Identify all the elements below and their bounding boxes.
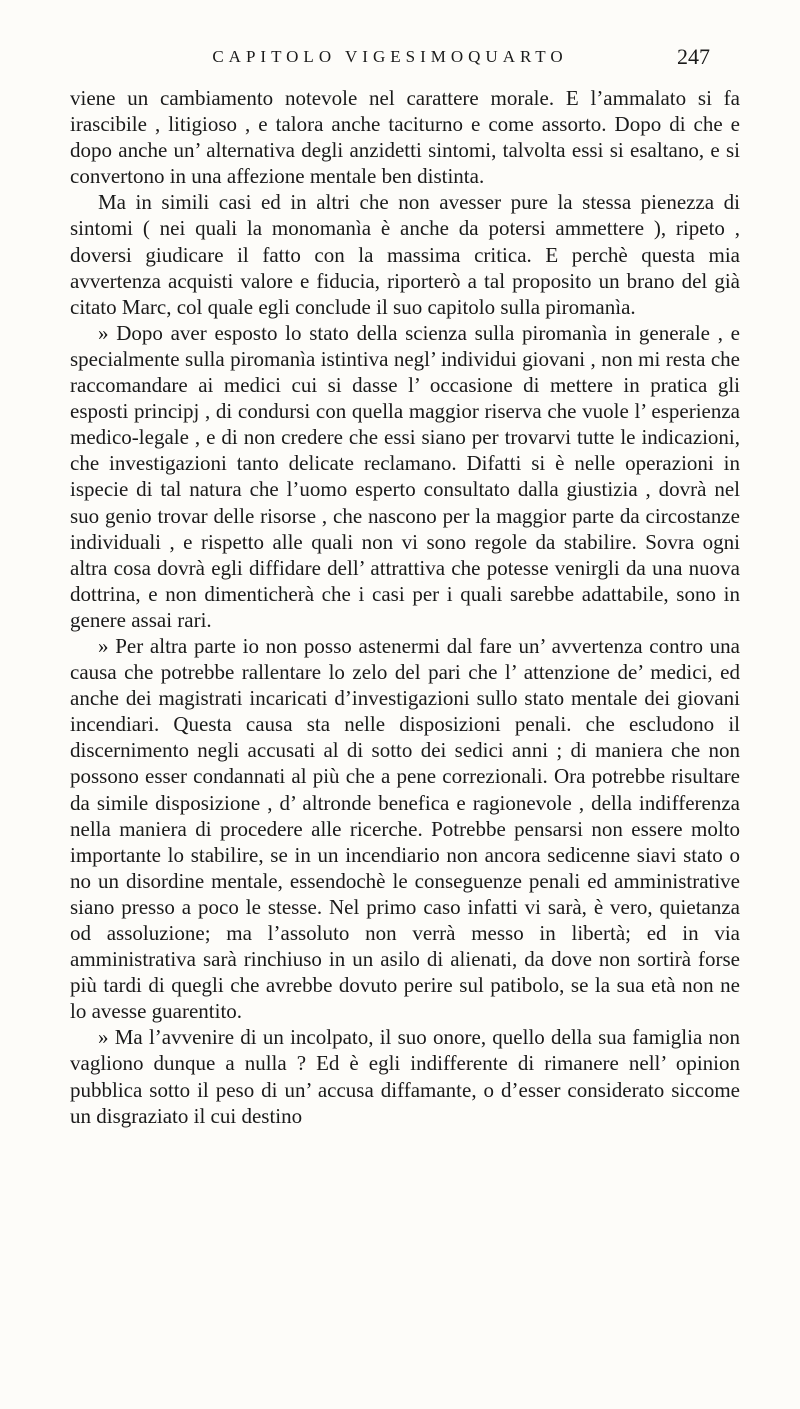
running-title: CAPITOLO VIGESIMOQUARTO (212, 47, 568, 66)
body-text (70, 85, 740, 1129)
paragraph-3: » Dopo aver esposto lo stato della scienza sulla piromanìa in generale , e specialmente sulla piromanìa istintiva negl’ individui giovani , non mi resta che raccomandare ai medici cui si dasse l’ occasione di mettere in pratica gli esposti principj , di condursi con quella maggior riserva che vuole l’ esperienza medico-legale , e di non credere che essi siano per trovarvi tutte le indicazioni, che investigazioni tanto delicate reclamano. Difatti si è nelle operazioni in ispecie di tal natura che l’uomo esperto consultato dalla giustizia , dovrà nel suo genio trovar delle risorse , che nascono per la maggior parte da circostanze individuali , e rispetto alle quali non vi sono regole da stabilire. Sovra ogni altra cosa dovrà egli diffidare dell’ attrattiva che potesse venirgli da una nuova dottrina, e non dimenticherà che i casi per i quali sarebbe adattabile, sono in genere assai rari. (70, 320, 740, 632)
paragraph-2: Ma in simili casi ed in altri che non avesser pure la stessa pienezza di sintomi ( nei quali la monomanìa è anche da potersi ammettere ), ripeto , doversi giudicare il fatto con la massima critica. E perchè questa mia avvertenza acquisti valore e fiducia, riporterò a tal proposito un brano del già citato Marc, col quale egli conclude il suo capitolo sulla piromanìa. (70, 190, 740, 319)
page-header (150, 40, 710, 74)
page-number: 247 (677, 44, 710, 69)
paragraph-1: viene un cambiamento notevole nel carattere morale. E l’ammalato si fa irascibile , litigioso , e talora anche taciturno e come assorto. Dopo di che e dopo anche un’ alternativa degli anzidetti sintomi, talvolta essi si esaltano, e si convertono in una affezione mentale ben distinta. (70, 86, 740, 189)
paragraph-5: » Ma l’avvenire di un incolpato, il suo onore, quello della sua famiglia non vagliono dunque a nulla ? Ed è egli indifferente di rimanere nell’ opinion pubblica sotto il peso di un’ accusa diffamante, o d’esser considerato siccome un disgraziato il cui destino (70, 1025, 740, 1128)
paragraph-4: » Per altra parte io non posso astenermi dal fare un’ avvertenza contro una causa che potrebbe rallentare lo zelo del pari che l’ attenzione de’ medici, ed anche dei magistrati incaricati d’investigazioni sullo stato mentale dei giovani incendiari. Questa causa sta nelle disposizioni penali. che escludono il discernimento negli accusati al di sotto dei sedici anni ; di maniera che non possono esser condannati al più che a pene correzionali. Ora potrebbe risultare da simile disposizione , d’ altronde benefica e ragionevole , della indifferenza nella maniera di procedere alle ricerche. Potrebbe pensarsi non essere molto importante lo stabilire, se in un incendiario non ancora sedicenne siavi stato o no un disordine mentale, essendochè le conseguenze penali ed amministrative siano presso a poco le stesse. Nel primo caso infatti vi sarà, è vero, quietanza od assoluzione; ma l’assoluto non verrà messo in libertà; ed in via amministrativa sarà rinchiuso in un asilo di alienati, da dove non sortirà forse più tardi di quegli che avrebbe dovuto perire sul patibolo, se la sua età non ne lo avesse guarentito. (70, 633, 740, 1024)
